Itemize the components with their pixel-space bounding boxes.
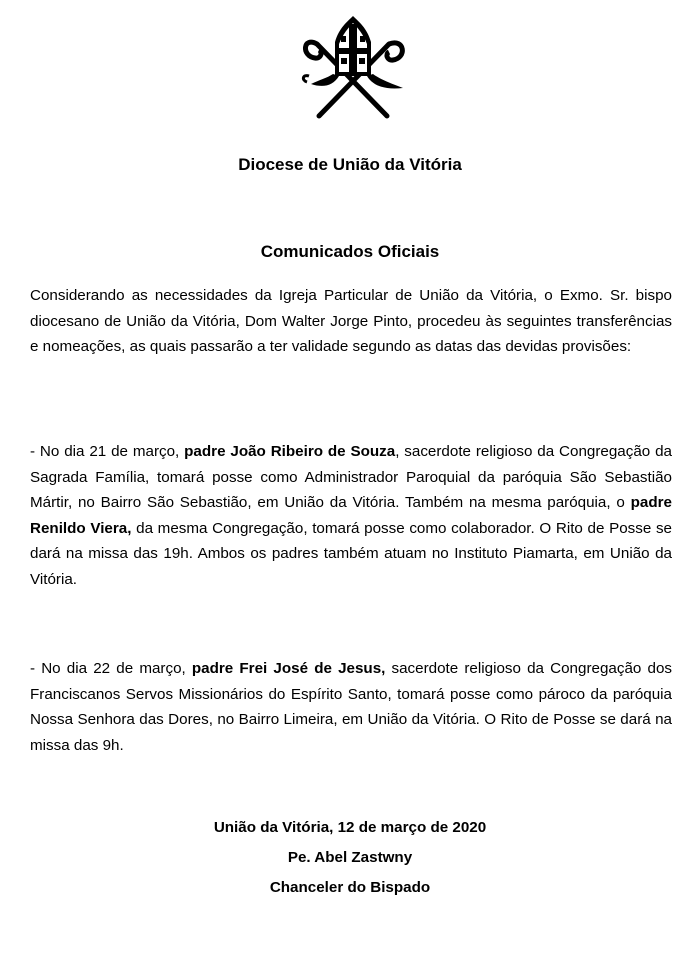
text-segment: da mesma Congregação, tomará posse como colaborador. O Rito de Posse se dará na missa das 19h. Ambos os padres também atuam no Instituto Piamarta, em União da Vitória. xyxy=(30,519,672,588)
text-segment: - No dia 22 de março, xyxy=(30,660,192,677)
announcement-paragraph-2 xyxy=(30,656,672,758)
announcement-paragraph-1 xyxy=(30,439,672,592)
signatory-role: Chanceler do Bispado xyxy=(269,879,431,896)
place-and-date: União da Vitória, 12 de março de 2020 xyxy=(213,819,487,836)
priest-name: padre Frei José de Jesus, xyxy=(191,660,386,677)
text-segment: - No dia 21 de março, xyxy=(30,443,185,460)
priest-name: padre Renildo Viera, xyxy=(30,494,672,537)
document-title: Comunicados Oficiais xyxy=(260,242,440,261)
priest-name: padre João Ribeiro de Souza xyxy=(184,443,396,460)
diocese-title: Diocese de União da Vitória xyxy=(238,155,462,174)
text-segment: sacerdote religioso da Congregação dos Franciscanos Servos Missionários do Espírito Santo, tomará posse como pároco da paróquia Nossa Senhora das Dores, no Bairro Limeira, em União da Vitória. O Rito de Posse se dará na missa das 9h. xyxy=(30,660,672,754)
signatory-name: Pe. Abel Zastwny xyxy=(287,849,413,866)
text-segment: , sacerdote religioso da Congregação da Sagrada Família, tomará posse como Administrador Paroquial da paróquia São Sebastião Mártir, no Bairro São Sebastião, em União da Vitória. Também na mesma paróquia, o xyxy=(30,443,672,511)
intro-paragraph: Considerando as necessidades da Igreja Particular de União da Vitória, o Exmo. Sr. bispo diocesano de União da Vitória, Dom Walter Jorge Pinto, procedeu às seguintes transferências e nomeações, as quais passarão a ter validade segundo as datas das devidas provisões: xyxy=(30,287,672,355)
mitre-and-crossed-croziers-icon xyxy=(293,14,413,122)
